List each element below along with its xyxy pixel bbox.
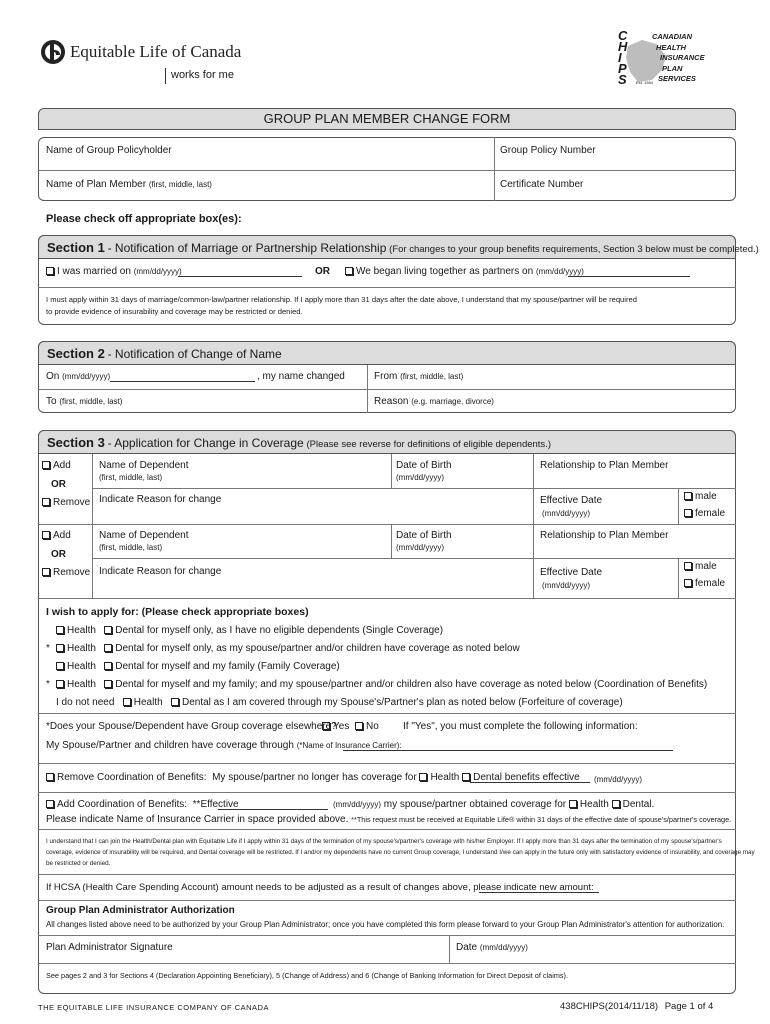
dependent1-reason-field[interactable]: [99, 494, 221, 505]
equitable-logo-mark-icon: [40, 38, 66, 66]
apply-option-forfeit[interactable]: [56, 697, 623, 708]
dependent2-effective-hint: (mm/dd/yyyy): [542, 581, 590, 590]
dependent2-add-checkbox[interactable]: [42, 531, 50, 539]
certificate-label: Certificate Number: [500, 179, 584, 190]
carrier-hint: (*Name of Insurance Carrier):: [296, 741, 402, 750]
name-change-date-input[interactable]: [110, 372, 255, 382]
section2-header: [38, 341, 736, 365]
section1-para-line1: I must apply within 31 days of marriage/common-law/partner relationship. If I apply more than 31 days after the date above, I understand that my spouse/partner will be required: [46, 295, 637, 304]
dependent1-male-checkbox[interactable]: [684, 492, 692, 500]
apply-heading: I wish to apply for: (Please check appropriate boxes): [46, 606, 309, 618]
section1-label: Section 1: [47, 240, 105, 255]
together-date-hint: (mm/dd/yyyy): [535, 267, 584, 276]
forfeit-dental-checkbox[interactable]: [171, 698, 179, 706]
dependent1-effective-field[interactable]: [540, 494, 602, 520]
spouse-health-checkbox[interactable]: [56, 644, 64, 652]
coverage-elsewhere-question: *Does your Spouse/Dependent have Group coverage elsewhere?: [46, 721, 337, 732]
single-dental-label: Dental for myself only, as I have no eligible dependents (Single Coverage): [115, 625, 444, 636]
forfeit-dental-label: Dental as I am covered through my Spouse's/Partner's plan as noted below (Forfeiture of coverage): [181, 697, 623, 708]
remove-cob-text: My spouse/partner no longer has coverage for: [212, 772, 417, 783]
elsewhere-no-checkbox[interactable]: [355, 722, 363, 730]
dependent2-effective-field[interactable]: [540, 566, 602, 592]
dependent1-relationship-label: Relationship to Plan Member: [540, 460, 669, 471]
cob-asterisk: *: [46, 679, 50, 690]
married-date-hint: (mm/dd/yyyy): [133, 267, 182, 276]
dependent1-name-label: Name of Dependent: [99, 460, 189, 471]
apply-option-single[interactable]: [56, 625, 443, 636]
section1-or: OR: [315, 266, 330, 277]
carrier-name-input[interactable]: [343, 741, 673, 751]
check-off-instruction: Please check off appropriate box(es):: [46, 213, 242, 225]
dependent1-add-checkbox[interactable]: [42, 461, 50, 469]
dependent2-remove-checkbox[interactable]: [42, 568, 50, 576]
section2-label: Section 2: [47, 346, 105, 361]
chips-letter-c: C: [618, 28, 628, 43]
footer-company: THE EQUITABLE LIFE INSURANCE COMPANY OF CANADA: [38, 1003, 269, 1012]
elsewhere-yes-option[interactable]: [322, 721, 349, 732]
section1-paragraph: [46, 294, 637, 318]
admin-date-field[interactable]: [456, 942, 528, 953]
dependent2-female-option[interactable]: [684, 578, 725, 589]
on-date-hint: (mm/dd/yyyy): [62, 372, 111, 381]
plan-member-hint: (first, middle, last): [148, 180, 212, 189]
chips-letter-i: I: [618, 50, 622, 65]
dependent1-reason-label: Indicate Reason for change: [99, 494, 222, 505]
chips-letter-p: P: [618, 61, 627, 76]
dependent1-female-label: female: [695, 508, 726, 519]
chips-line-4: PLAN: [662, 63, 683, 73]
page-number: Page 1 of 4: [664, 1001, 714, 1012]
tagline: works for me: [171, 69, 234, 81]
dependent1-or: OR: [51, 479, 66, 490]
hcsa-amount-input[interactable]: [479, 883, 599, 893]
not-need-label: I do not need: [56, 697, 115, 708]
dependent1-remove-label: Remove: [53, 497, 91, 508]
admin-heading: Group Plan Administrator Authorization: [46, 905, 235, 916]
equitable-logo: [40, 38, 270, 84]
dependent2-add-option[interactable]: [42, 530, 71, 541]
dependent1-female-checkbox[interactable]: [684, 509, 692, 517]
dependent2-dob-label: Date of Birth: [396, 530, 452, 541]
chips-logo: [614, 30, 734, 90]
section2-title: - Notification of Change of Name: [107, 347, 282, 361]
from-field[interactable]: [374, 371, 463, 382]
section3-title: - Application for Change in Coverage: [107, 436, 304, 450]
add-cob-health-checkbox[interactable]: [569, 800, 577, 808]
spouse-dental-checkbox[interactable]: [104, 644, 112, 652]
add-cob-health-label: Health: [579, 799, 609, 810]
apply-option-family[interactable]: [56, 661, 340, 672]
dependent2-male-option[interactable]: [684, 561, 717, 572]
elsewhere-yes-label: Yes: [333, 721, 350, 732]
married-checkbox[interactable]: [46, 267, 54, 275]
dependent2-dob-hint: (mm/dd/yyyy): [396, 543, 444, 552]
fine-print-line2: coverage, evidence of insurability will be required, and Dental coverage will be restricted. If I and/or my dependents have no current Group coverage, I understand I/we can apply in the future only with satisfactory evidence of insurability, and coverage may: [46, 849, 755, 856]
married-date-input[interactable]: [178, 267, 302, 277]
on-label: On: [46, 371, 60, 382]
coverage-fine-print: [46, 836, 755, 869]
forfeit-health-label: Health: [133, 697, 163, 708]
indicate-carrier-text: Please indicate Name of Insurance Carrier in space provided above.: [46, 814, 349, 825]
name-changed-label: , my name changed: [257, 371, 345, 382]
plan-member-input[interactable]: [40, 171, 492, 200]
add-cob-date-hint: (mm/dd/yyyy): [333, 800, 381, 809]
spouse-asterisk: *: [46, 643, 50, 654]
married-option[interactable]: [46, 266, 182, 277]
admin-date-label: Date: [456, 942, 478, 953]
family-dental-label: Dental for myself and my family (Family Coverage): [115, 661, 340, 672]
cob-dental-label: Dental for myself and my family; and my spouse/partner and/or children also have coverage as noted below (Coordination of Benefits): [115, 679, 708, 690]
chips-established: Est. 1984: [636, 80, 653, 85]
from-label: From: [374, 371, 398, 382]
dependent1-dob-hint: (mm/dd/yyyy): [396, 473, 444, 482]
elsewhere-no-label: No: [366, 721, 379, 732]
policy-number-label: Group Policy Number: [500, 145, 596, 156]
admin-text: All changes listed above need to be authorized by your Group Plan Administrator; once you have completed this form please forward to your Group Plan Administrator's attention for authorization.: [46, 920, 725, 929]
remove-cob-label: Remove Coordination of Benefits:: [57, 772, 207, 783]
certificate-input[interactable]: [496, 171, 734, 200]
spouse-dental-label: Dental for myself only, as my spouse/partner and/or children have coverage as noted below: [115, 643, 520, 654]
if-yes-instruction: If "Yes", you must complete the following information:: [403, 721, 638, 732]
single-dental-checkbox[interactable]: [104, 626, 112, 634]
dependent1-dob-label: Date of Birth: [396, 460, 452, 471]
cob-dental-checkbox[interactable]: [104, 680, 112, 688]
dependent2-name-hint: (first, middle, last): [99, 543, 163, 552]
to-field[interactable]: [46, 396, 122, 407]
single-health-checkbox[interactable]: [56, 626, 64, 634]
together-option[interactable]: [345, 266, 584, 277]
section3-label: Section 3: [47, 435, 105, 450]
dependent1-remove-checkbox[interactable]: [42, 498, 50, 506]
add-cob-label: Add Coordination of Benefits:: [57, 799, 188, 810]
dependent2-relationship-label: Relationship to Plan Member: [540, 530, 669, 541]
dependent2-reason-label: Indicate Reason for change: [99, 566, 222, 577]
reason-label: Reason: [374, 396, 409, 407]
dependent2-or: OR: [51, 549, 66, 560]
chips-letter-h: H: [618, 39, 628, 54]
admin-date-hint: (mm/dd/yyyy): [479, 943, 528, 952]
dependent2-dob-field[interactable]: [396, 530, 452, 554]
tagline-divider: [165, 68, 166, 84]
admin-signature-label: Plan Administrator Signature: [46, 942, 173, 953]
single-health-label: Health: [67, 625, 96, 636]
family-health-checkbox[interactable]: [56, 662, 64, 670]
together-checkbox[interactable]: [345, 267, 353, 275]
admin-signature-input[interactable]: [40, 936, 448, 962]
footer-right: [560, 1001, 713, 1012]
add-cob-dental-label: Dental.: [622, 799, 655, 810]
cob-health-checkbox[interactable]: [56, 680, 64, 688]
policy-number-input[interactable]: [496, 138, 734, 169]
dependent2-male-label: male: [695, 561, 717, 572]
section1-note: (For changes to your group benefits requirements, Section 3 below must be completed.): [389, 244, 759, 255]
dependent2-male-checkbox[interactable]: [684, 562, 692, 570]
add-cob-effective-label: **Effective: [192, 799, 239, 810]
dependent2-reason-field[interactable]: [99, 566, 221, 577]
section3-note: (Please see reverse for definitions of eligible dependents.): [306, 439, 551, 450]
section1-header: [38, 235, 759, 259]
dependent2-remove-option[interactable]: [42, 567, 90, 578]
dependent1-male-option[interactable]: [684, 491, 717, 502]
fine-print-line1: I understand that I can join the Health/Dental plan with Equitable Life if I apply within 31 days of the termination of my spouse's/partner's coverage with his/her Employer. If I apply more than 31 days after the termination of my spouse's/partner's: [46, 838, 722, 845]
add-cob-row-right: [333, 799, 654, 810]
add-cob-dental-checkbox[interactable]: [612, 800, 620, 808]
dependent2-add-label: Add: [53, 530, 71, 541]
together-date-input[interactable]: [568, 267, 690, 277]
dependent1-relationship-field[interactable]: [540, 460, 668, 471]
forfeit-health-checkbox[interactable]: [123, 698, 131, 706]
chips-line-2: HEALTH: [656, 42, 686, 52]
remove-cob-dental-label: Dental benefits effective: [473, 772, 580, 783]
from-hint: (first, middle, last): [400, 372, 464, 381]
elsewhere-no-option[interactable]: [355, 721, 379, 732]
add-cob-checkbox[interactable]: [46, 800, 54, 808]
request-note: **This request must be received at Equitable Life® within 31 days of the effective date of spouse's/partner's coverage.: [351, 815, 732, 824]
chips-line-3: INSURANCE: [660, 53, 705, 62]
together-label: We began living together as partners on: [356, 266, 534, 277]
family-dental-checkbox[interactable]: [104, 662, 112, 670]
footer-note: See pages 2 and 3 for Sections 4 (Declaration Appointing Beneficiary), 5 (Change of Address) and 6 (Change of Banking Information for Direct Deposit of claims).: [46, 971, 569, 980]
dependent2-name-label: Name of Dependent: [99, 530, 189, 541]
remove-cob-health-checkbox[interactable]: [419, 773, 427, 781]
section1-para-line2: to provide evidence of insurability and coverage may be restricted or denied.: [46, 307, 303, 316]
remove-cob-date-input[interactable]: [470, 773, 590, 783]
to-label: To: [46, 396, 57, 407]
carrier-line-label: My Spouse/Partner and children have coverage through: [46, 740, 294, 751]
add-cob-date-input[interactable]: [218, 800, 328, 810]
cob-health-label: Health: [67, 679, 96, 690]
plan-member-text: Name of Plan Member: [46, 179, 147, 190]
section1-title: - Notification of Marriage or Partnership Relationship: [107, 241, 387, 255]
fine-print-line3: be restricted or denied.: [46, 860, 111, 867]
dependent2-female-checkbox[interactable]: [684, 579, 692, 587]
dependent1-effective-label: Effective Date: [540, 495, 603, 506]
dependent1-add-option[interactable]: [42, 460, 71, 471]
add-cob-obtained: my spouse/partner obtained coverage for: [383, 799, 567, 810]
chips-line-5: SERVICES: [658, 74, 696, 83]
remove-cob-health-label: Health: [430, 772, 460, 783]
apply-option-cob[interactable]: [56, 679, 707, 690]
add-cob-row: [46, 799, 239, 810]
dependent1-female-option[interactable]: [684, 508, 725, 519]
add-cob-note: [46, 814, 731, 825]
married-label: I was married on: [57, 266, 131, 277]
company-name: Equitable Life of Canada: [70, 42, 242, 61]
hcsa-label: If HCSA (Health Care Spending Account) amount needs to be adjusted as a result of changes above, please indicate new amount:: [46, 882, 594, 893]
remove-cob-dental-checkbox[interactable]: [462, 773, 470, 781]
dependent2-relationship-field[interactable]: [540, 530, 668, 541]
section3-header: [38, 430, 736, 454]
dependent2-effective-label: Effective Date: [540, 567, 603, 578]
apply-option-spouse[interactable]: [56, 643, 520, 654]
dependent1-remove-option[interactable]: [42, 497, 90, 508]
dependent1-add-label: Add: [53, 460, 71, 471]
dependent1-dob-field[interactable]: [396, 460, 452, 484]
remove-cob-date-hint: (mm/dd/yyyy): [594, 775, 642, 784]
policyholder-label: Name of Group Policyholder: [46, 145, 172, 156]
dependent2-female-label: female: [695, 578, 726, 589]
spouse-health-label: Health: [67, 643, 96, 654]
dependent2-remove-label: Remove: [53, 567, 91, 578]
dependent1-effective-hint: (mm/dd/yyyy): [542, 509, 590, 518]
dependent1-name-field[interactable]: [99, 460, 189, 484]
reason-field[interactable]: [374, 396, 494, 407]
form-title-bar: [38, 108, 736, 130]
family-health-label: Health: [67, 661, 96, 672]
policyholder-input[interactable]: [40, 138, 492, 169]
elsewhere-yes-checkbox[interactable]: [322, 722, 330, 730]
reason-hint: (e.g. marriage, divorce): [411, 397, 494, 406]
form-title: GROUP PLAN MEMBER CHANGE FORM: [263, 111, 511, 126]
dependent1-male-label: male: [695, 491, 717, 502]
dependent2-name-field[interactable]: [99, 530, 189, 554]
to-hint: (first, middle, last): [59, 397, 123, 406]
remove-cob-checkbox[interactable]: [46, 773, 54, 781]
name-change-on: [46, 371, 110, 382]
chips-line-1: CANADIAN: [652, 32, 692, 41]
form-code: 438CHIPS(2014/11/18): [560, 1001, 659, 1012]
chips-letter-s: S: [618, 72, 627, 87]
dependent1-name-hint: (first, middle, last): [99, 473, 163, 482]
